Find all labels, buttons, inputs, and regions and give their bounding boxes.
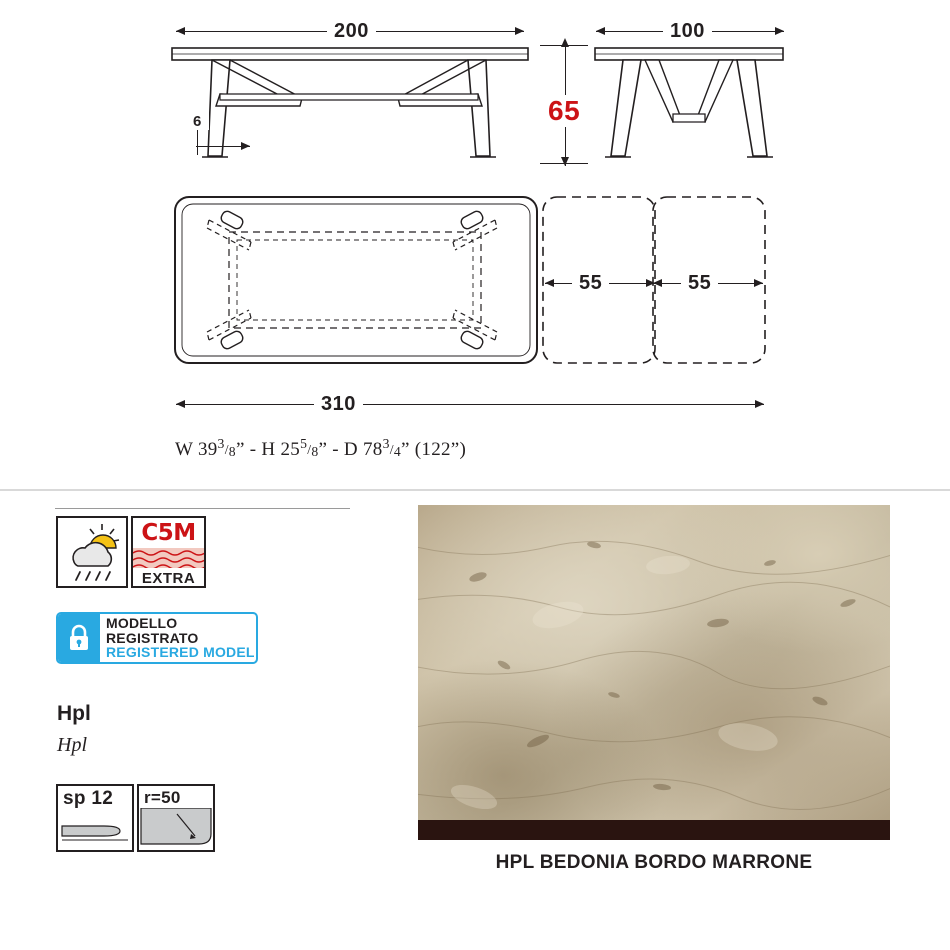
front-width-arrow-left (176, 27, 185, 35)
material-name: Hpl (57, 702, 91, 725)
extension-right-label: 55 (681, 272, 718, 295)
spec-d-fraction: $^3/_4$ (382, 436, 401, 460)
total-length-dimline (176, 404, 764, 405)
registered-texts (100, 614, 256, 662)
section-divider (0, 489, 950, 491)
imperial-spec-line (175, 438, 466, 462)
corner-radius-label: r=50 (144, 788, 181, 807)
waves-svg (133, 548, 204, 568)
side-width-arrow-right (775, 27, 784, 35)
thickness-arrow (241, 142, 250, 150)
lock-icon (58, 614, 100, 662)
sample-edge-strip (418, 820, 890, 840)
front-width-label: 200 (327, 20, 376, 43)
spec-d-den: 4 (393, 444, 401, 460)
corrosion-class-label: C5M (141, 520, 196, 546)
extension-left-arrow-l (545, 279, 554, 287)
corrosion-class-badge (131, 516, 206, 588)
spec-sep1: ” - H 25 (235, 438, 301, 460)
corner-radius-icon (139, 808, 213, 848)
spec-d-num: 3 (382, 436, 390, 452)
thickness-label: 6 (186, 113, 209, 130)
spec-h-den: 8 (311, 444, 319, 460)
registered-model-en: REGISTERED MODEL (106, 644, 255, 661)
registered-model-it: MODELLO REGISTRATO (106, 614, 199, 646)
extension-left-label: 55 (572, 272, 609, 295)
spec-h-fraction: $^5/_8$ (300, 436, 319, 460)
material-sample-image (418, 505, 890, 835)
spec-w-num: 3 (217, 436, 225, 452)
side-width-arrow-left (596, 27, 605, 35)
total-length-arrow-right (755, 400, 764, 408)
extension-right-arrow-r (754, 279, 763, 287)
lock-icon-svg (67, 623, 91, 653)
spec-suffix: ” (122”) (401, 438, 467, 460)
sample-texture (418, 505, 890, 835)
spec-h-num: 5 (300, 436, 308, 452)
edge-profile-icon (58, 810, 132, 844)
total-length-label: 310 (314, 393, 363, 416)
left-column-divider (55, 508, 350, 509)
height-arrow-down (561, 157, 569, 166)
registered-model-badge (56, 612, 258, 664)
height-ext-top (540, 45, 588, 46)
material-name-italic: Hpl (57, 734, 87, 756)
weather-resistance-badge (56, 516, 128, 588)
sun-cloud-rain-icon (58, 518, 126, 586)
spec-w-fraction: $^3/_8$ (217, 436, 236, 460)
waves-icon (133, 548, 204, 568)
thickness-spec-box (56, 784, 134, 852)
extension-right-arrow-l (653, 279, 662, 287)
height-ext-bottom (540, 163, 588, 164)
side-width-label: 100 (663, 20, 712, 43)
sample-caption: HPL BEDONIA BORDO MARRONE (495, 852, 813, 873)
spec-sep2: ” - D 78 (318, 438, 383, 460)
thickness-spec-label: sp 12 (63, 788, 114, 809)
front-width-arrow-right (515, 27, 524, 35)
spec-prefix-w: W 39 (175, 438, 218, 460)
corner-radius-box (137, 784, 215, 852)
spec-w-den: 8 (228, 444, 236, 460)
total-length-arrow-left (176, 400, 185, 408)
height-label: 65 (541, 95, 587, 127)
corrosion-extra-label: EXTRA (141, 569, 196, 587)
